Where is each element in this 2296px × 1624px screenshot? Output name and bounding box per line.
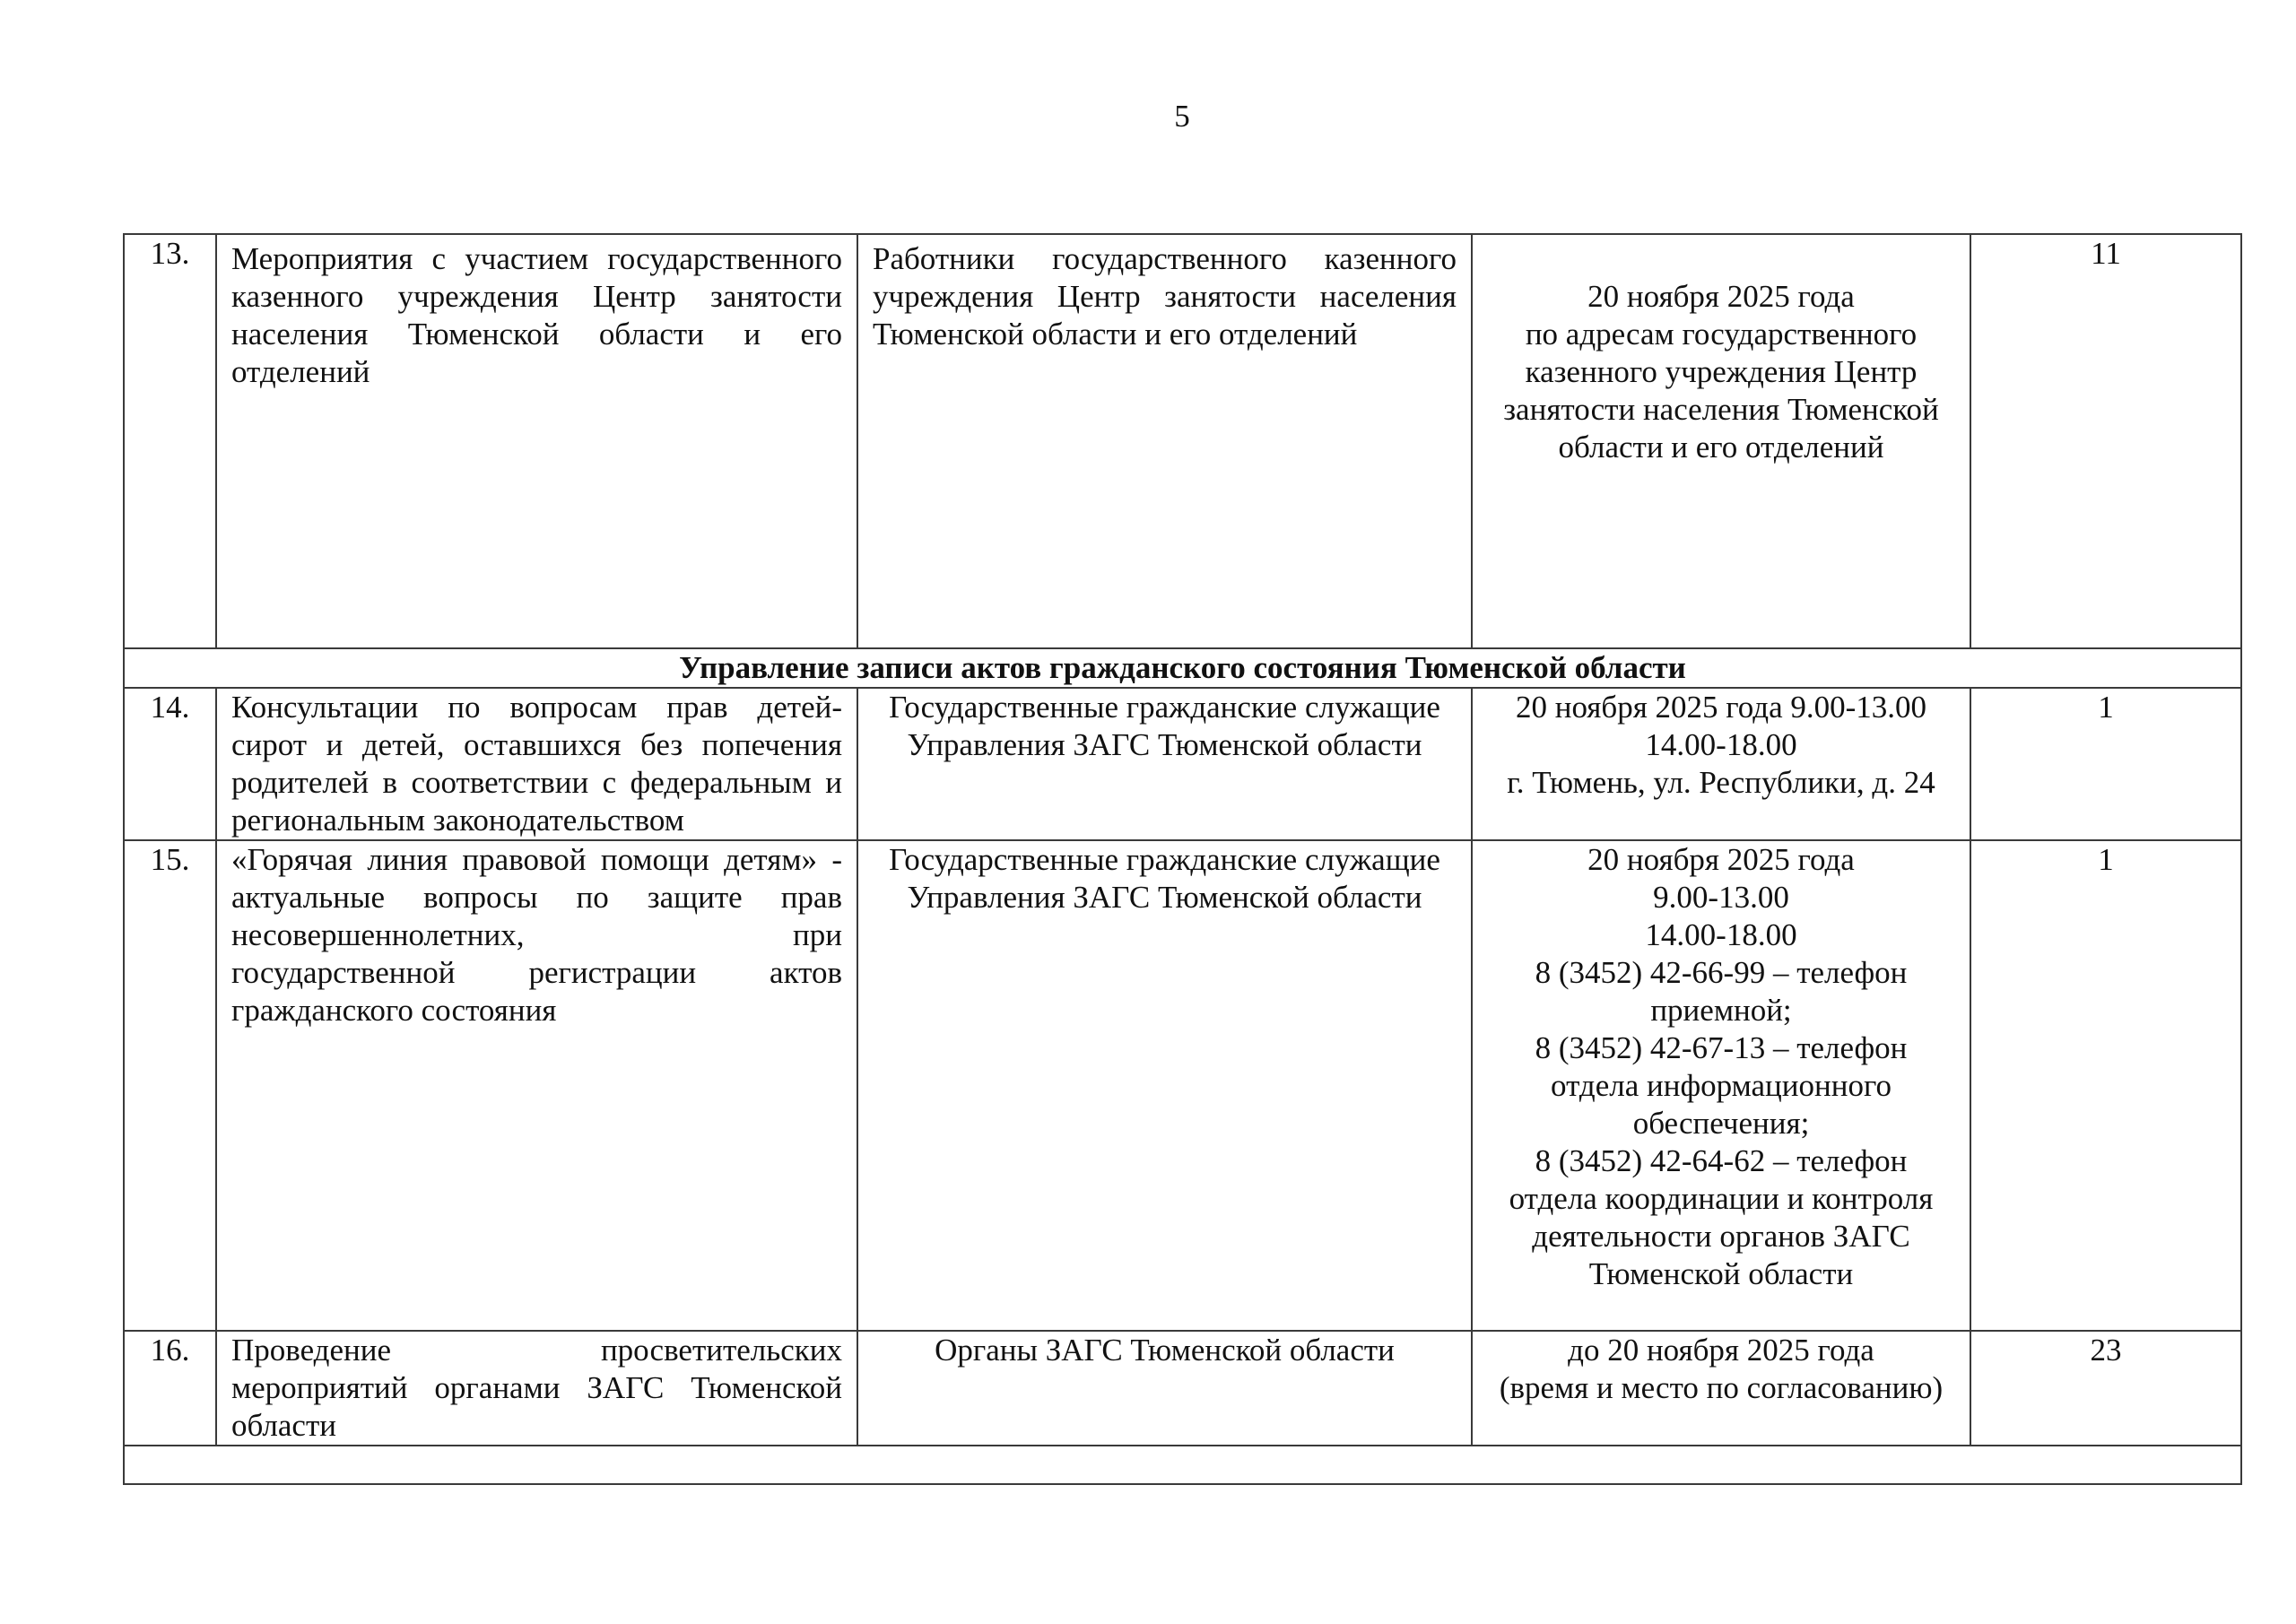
event-cell <box>216 840 857 1331</box>
participants-count: 1 <box>1970 688 2241 840</box>
event-line: населения Тюменской области и его <box>231 317 842 352</box>
participants-line: Органы ЗАГС Тюменской области <box>935 1333 1395 1368</box>
event-line: мероприятий органами ЗАГС Тюменской <box>231 1370 842 1405</box>
participants-cell <box>857 840 1472 1331</box>
participants-cell <box>857 1331 1472 1446</box>
participants-line: Государственные гражданские служащие <box>889 690 1440 725</box>
event-line: отделений <box>231 354 370 389</box>
time-place-cell <box>1472 234 1970 648</box>
event-line: региональным законодательством <box>231 803 684 838</box>
time-place-line: 9.00-13.00 <box>1653 880 1789 915</box>
table-row <box>124 840 2241 1331</box>
row-number: 15. <box>124 840 216 1331</box>
time-place-line: деятельности органов ЗАГС <box>1532 1219 1910 1254</box>
participants-count: 23 <box>1970 1331 2241 1446</box>
time-place-line: занятости населения Тюменской <box>1503 392 1939 427</box>
event-line: Консультации по вопросам прав детей- <box>231 690 842 725</box>
time-place-line: 14.00-18.00 <box>1645 917 1797 952</box>
event-line: государственной регистрации актов <box>231 955 842 990</box>
participants-count: 11 <box>1970 234 2241 648</box>
event-line: несовершеннолетних, при <box>231 917 842 952</box>
event-line: Мероприятия с участием государственного <box>231 241 842 276</box>
participants-line: учреждения Центр занятости населения <box>873 279 1457 314</box>
event-cell <box>216 1331 857 1446</box>
row-number: 16. <box>124 1331 216 1446</box>
section-header-row <box>124 648 2241 688</box>
participants-line: Государственные гражданские служащие <box>889 842 1440 877</box>
participants-cell <box>857 688 1472 840</box>
time-place-line: до 20 ноября 2025 года <box>1568 1333 1874 1368</box>
event-line: казенного учреждения Центр занятости <box>231 279 842 314</box>
time-place-cell <box>1472 688 1970 840</box>
time-place-line: 14.00-18.00 <box>1645 727 1797 762</box>
time-place-line: приемной; <box>1650 993 1792 1028</box>
phone-line: 8 (3452) 42-67-13 – телефон <box>1535 1030 1908 1065</box>
table-row <box>124 688 2241 840</box>
event-line: сирот и детей, оставшихся без попечения <box>231 727 842 762</box>
time-place-line: Тюменской области <box>1588 1256 1854 1291</box>
event-line: родителей в соответствии с федеральным и <box>231 765 842 800</box>
event-line: гражданского состояния <box>231 993 557 1028</box>
time-place-line: 20 ноября 2025 года 9.00-13.00 <box>1515 690 1927 725</box>
time-place-line: 20 ноября 2025 года <box>1587 842 1855 877</box>
participants-line: Управления ЗАГС Тюменской области <box>907 880 1422 915</box>
empty-row <box>124 1446 2241 1484</box>
time-place-line: казенного учреждения Центр <box>1525 354 1918 389</box>
row-number: 14. <box>124 688 216 840</box>
time-place-cell <box>1472 1331 1970 1446</box>
table-row <box>124 234 2241 648</box>
time-place-cell <box>1472 840 1970 1331</box>
time-place-line: (время и место по согласованию) <box>1499 1370 1944 1405</box>
time-place-line: отдела координации и контроля <box>1509 1181 1934 1216</box>
events-table <box>123 233 2242 1485</box>
phone-line: 8 (3452) 42-66-99 – телефон <box>1535 955 1908 990</box>
time-place-line: области и его отделений <box>1558 430 1884 465</box>
time-place-line: отдела информационного <box>1551 1068 1892 1103</box>
event-cell <box>216 234 857 648</box>
event-cell <box>216 688 857 840</box>
table-row <box>124 1331 2241 1446</box>
event-line: актуальные вопросы по защите прав <box>231 880 842 915</box>
participants-count: 1 <box>1970 840 2241 1331</box>
section-header: Управление записи актов гражданского состояния Тюменской области <box>124 648 2241 688</box>
participants-cell <box>857 234 1472 648</box>
time-place-line: г. Тюмень, ул. Республики, д. 24 <box>1507 765 1935 800</box>
empty-cell <box>124 1446 2241 1484</box>
time-place-line: по адресам государственного <box>1525 317 1918 352</box>
event-line: области <box>231 1408 336 1443</box>
participants-line: Управления ЗАГС Тюменской области <box>907 727 1422 762</box>
phone-line: 8 (3452) 42-64-62 – телефон <box>1535 1143 1908 1178</box>
row-number: 13. <box>124 234 216 648</box>
event-line: «Горячая линия правовой помощи детям» - <box>231 842 842 877</box>
participants-line: Работники государственного казенного <box>873 241 1457 276</box>
page-number: 5 <box>1174 99 1190 134</box>
event-line: Проведение просветительских <box>231 1333 842 1368</box>
participants-line: Тюменской области и его отделений <box>873 317 1358 352</box>
time-place-line: 20 ноября 2025 года <box>1587 279 1855 314</box>
time-place-line: обеспечения; <box>1632 1106 1810 1141</box>
